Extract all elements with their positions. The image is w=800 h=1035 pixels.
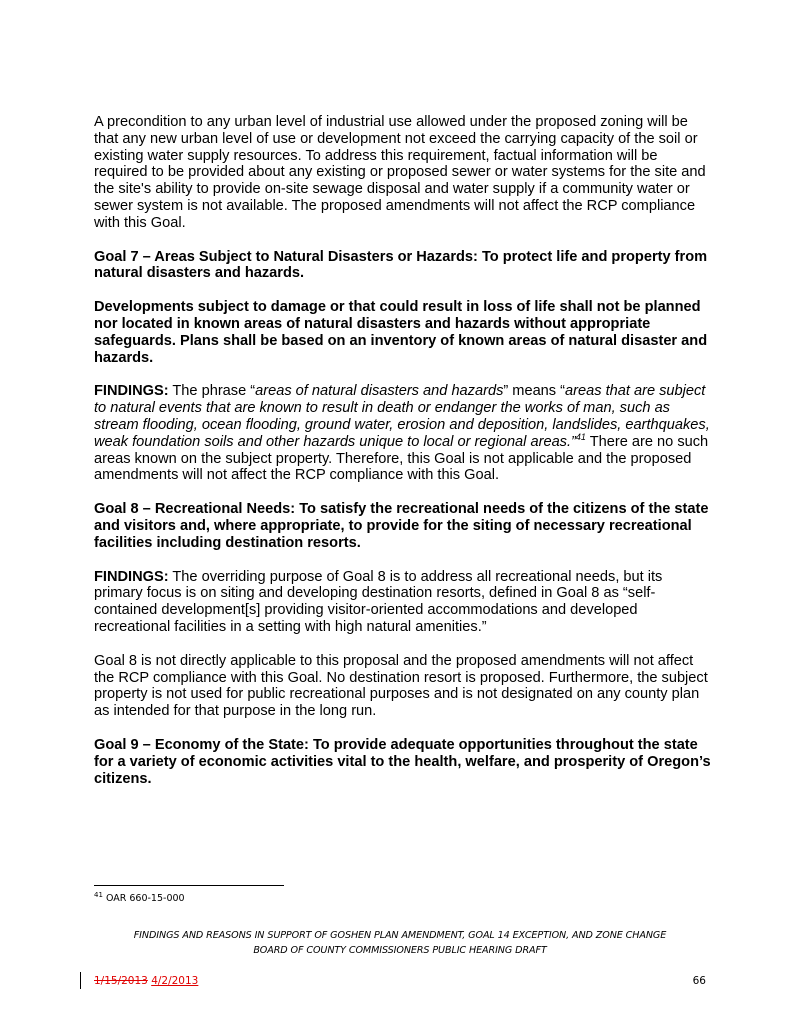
goal-7-heading: Goal 7 – Areas Subject to Natural Disasters or Hazards: To protect life and property from natural disasters and hazards. [94,248,708,282]
goal-8-applicability: Goal 8 is not directly applicable to this proposal and the proposed amendments will not affect the RCP compliance with this Goal. No destination resort is proposed. Furthermore, the subject property is not used for public recreational purposes and is not designated on any county plan as intended for that purpose in the long run. [94,652,708,720]
findings-text: There are no such areas known on the subject property. Therefore, this Goal is not applicable and the proposed amendments will not affect the RCP compliance with this Goal. [94,433,709,484]
definition-quote: areas that are subject to natural events that are known to result in death or endanger the works of man, such as stream flooding, ocean flooding, ground water, erosion and deposition, landslides, earthquakes, weak foundation soils and other hazards unique to local or regional areas.” [94,383,710,450]
footnote [94,890,185,904]
footnote-reference[interactable]: 41 [575,431,586,442]
page-number: 66 [692,975,706,987]
findings-label: FINDINGS: [94,383,169,400]
footer-title [94,928,706,958]
footer-revision-date [94,975,198,987]
footnote-text: OAR 660-15-000 [102,893,185,904]
goal-9-heading: Goal 9 – Economy of the State: To provide adequate opportunities throughout the state for a variety of economic activities vital to the health, welfare, and prosperity of Oregon’s citizens. [94,736,711,787]
footnote-number: 41 [94,890,103,899]
footer-title-line-2: BOARD OF COUNTY COMMISSIONERS PUBLIC HEARING DRAFT [253,945,547,956]
findings-text: The phrase “ [168,383,256,400]
deleted-date: 1/15/2013 [94,975,148,987]
findings-label: FINDINGS: [94,568,169,585]
document-body [94,114,714,804]
footer-title-line-1: FINDINGS AND REASONS IN SUPPORT OF GOSHEN PLAN AMENDMENT, GOAL 14 EXCEPTION, AND ZONE CHANGE [133,930,667,941]
inserted-date: 4/2/2013 [151,975,199,987]
goal-8-heading: Goal 8 – Recreational Needs: To satisfy the recreational needs of the citizens of the state and visitors and, where appropriate, to provide for the siting of necessary recreational facilities including destination resorts. [94,501,709,551]
findings-text: The overriding purpose of Goal 8 is to address all recreational needs, but its primary focus is on siting and developing destination resorts, defined in Goal 8 as “self-contained development[s] providing visitor-oriented accommodations and developed recreational facilities in a setting with high natural amenities.” [94,568,663,635]
paragraph-precondition: A precondition to any urban level of industrial use allowed under the proposed zoning will be that any new urban level of use or development not exceed the carrying capacity of the soil or existing water supply resources. To address this requirement, factual information will be required to be provided about any existing or proposed sewer or water systems for the site and the site's ability to provide on-site sewage disposal and water supply if a community water or sewer system is not available. The proposed amendments will not affect the RCP compliance with this Goal. [94,114,706,231]
findings-text: ” means “ [503,383,566,400]
goal-8-findings [94,569,714,636]
goal-7-findings [94,383,714,484]
goal-7-text: Developments subject to damage or that could result in loss of life shall not be planned nor located in known areas of natural disasters and hazards without appropriate safeguards. Plans shall be based on an inventory of known areas of natural disaster and hazards. [94,299,708,366]
revision-change-bar [80,972,81,989]
defined-term: areas of natural disasters and hazards [255,383,504,400]
footnote-separator [94,885,284,886]
